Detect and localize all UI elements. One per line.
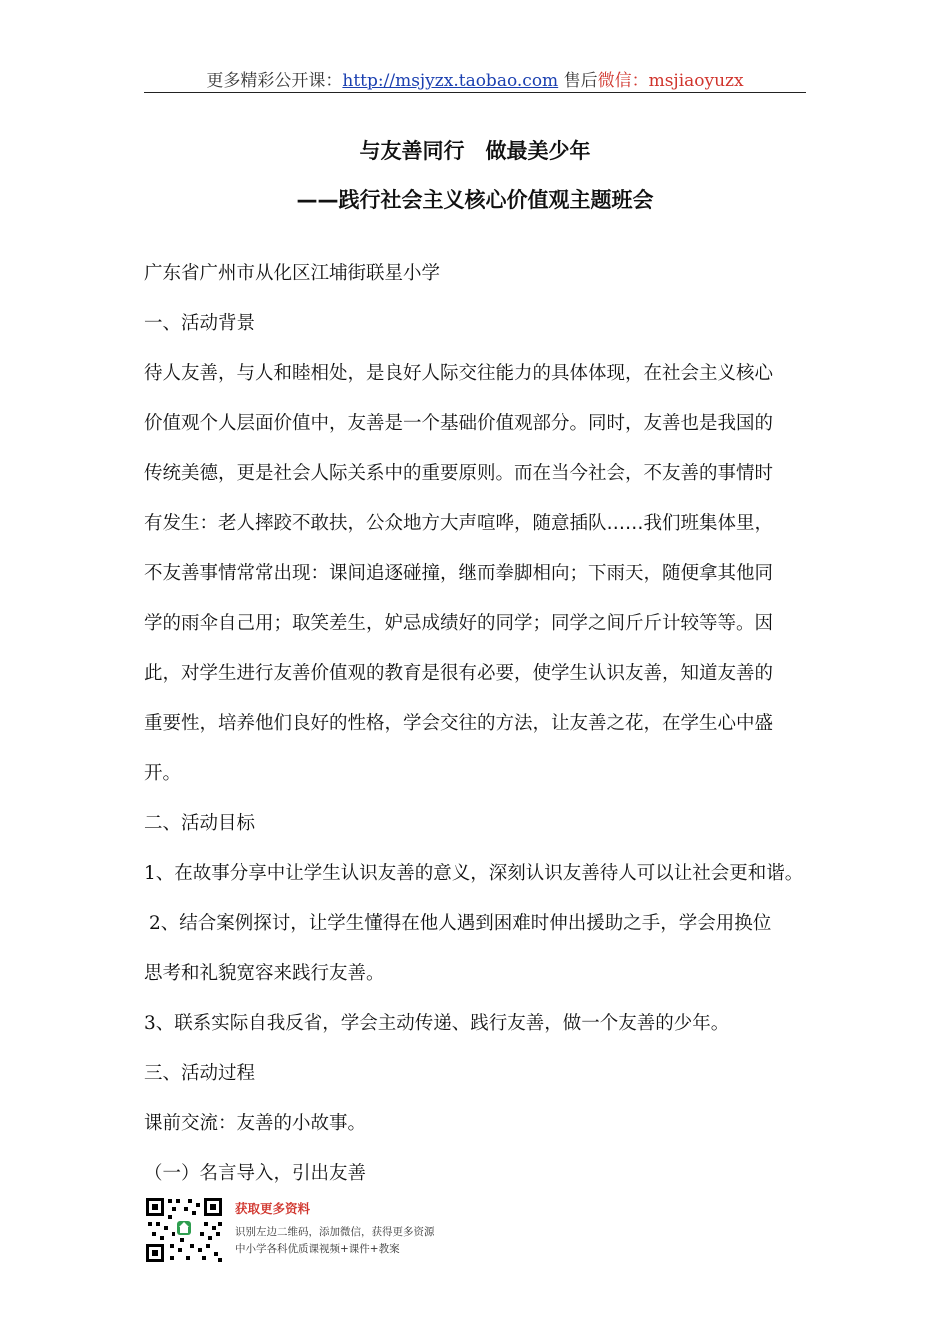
paragraph-line: 价值观个人层面价值中，友善是一个基础价值观部分。同时，友善也是我国的 [144, 413, 774, 434]
school-name: 广东省广州市从化区江埔街联星小学 [144, 263, 441, 284]
paragraph-line: 待人友善，与人和睦相处，是良好人际交往能力的具体体现，在社会主义核心 [144, 363, 774, 384]
paragraph-line: 开。 [144, 763, 182, 784]
promo-title: 获取更多资料 [235, 1201, 311, 1216]
goal-item-2 [149, 909, 771, 935]
qr-code-icon[interactable] [144, 1196, 224, 1264]
subsection-heading-1: （一）名言导入，引出友善 [144, 1163, 367, 1184]
promo-footer [144, 1196, 484, 1264]
promo-line: 识别左边二维码，添加微信，获得更多资源 [235, 1226, 435, 1238]
after-sale-label: 售后 [563, 71, 598, 91]
header-prefix: 更多精彩公开课： [206, 71, 343, 91]
goal-item-2-continued: 思考和礼貌宽容来践行友善。 [144, 963, 385, 984]
goal-text: 、结合案例探讨，让学生懂得在他人遇到困难时伸出援助之手，学会用换位 [160, 913, 772, 934]
paragraph-line: 不友善事情常常出现：课间追逐碰撞，继而拳脚相向；下雨天，随便拿其他同 [144, 563, 774, 584]
paragraph-line: 传统美德，更是社会人际关系中的重要原则。而在当今社会，不友善的事情时 [144, 463, 774, 484]
paragraph-line: 此，对学生进行友善价值观的教育是很有必要，使学生认识友善，知道友善的 [144, 663, 774, 684]
goal-number: 2 [149, 913, 161, 934]
page-header [144, 66, 806, 91]
shop-link[interactable]: http://msjyzx.taobao.com [342, 71, 559, 91]
header-rule [144, 92, 806, 93]
goal-number: 3 [144, 1013, 156, 1034]
goal-number: 1 [144, 863, 156, 884]
goal-item-3 [144, 1009, 729, 1035]
paragraph-line: 重要性，培养他们良好的性格，学会交往的方法，让友善之花，在学生心中盛 [144, 713, 774, 734]
document-subtitle: ——践行社会主义核心价值观主题班会 [296, 188, 654, 212]
paragraph-line: 有发生：老人摔跤不敢扶，公众地方大声喧哗，随意插队……我们班集体里， [144, 513, 774, 534]
document-title: 与友善同行 做最美少年 [359, 139, 591, 163]
section-heading-background: 一、活动背景 [144, 313, 256, 334]
goal-text: 、在故事分享中让学生认识友善的意义，深刻认识友善待人可以让社会更和谐。 [155, 863, 804, 884]
wechat-id: msjiaoyuzx [648, 71, 744, 91]
goal-item-1 [144, 859, 803, 885]
section-heading-process: 三、活动过程 [144, 1063, 256, 1084]
promo-line: 中小学各科优质课视频+课件+教案 [235, 1243, 400, 1255]
pre-class-exchange: 课前交流：友善的小故事。 [144, 1113, 367, 1134]
section-heading-goals: 二、活动目标 [144, 813, 256, 834]
paragraph-line: 学的雨伞自己用；取笑差生，妒忌成绩好的同学；同学之间斤斤计较等等。因 [144, 613, 774, 634]
goal-text: 、联系实际自我反省，学会主动传递、践行友善，做一个友善的少年。 [155, 1013, 730, 1034]
wechat-label: 微信： [597, 71, 649, 91]
